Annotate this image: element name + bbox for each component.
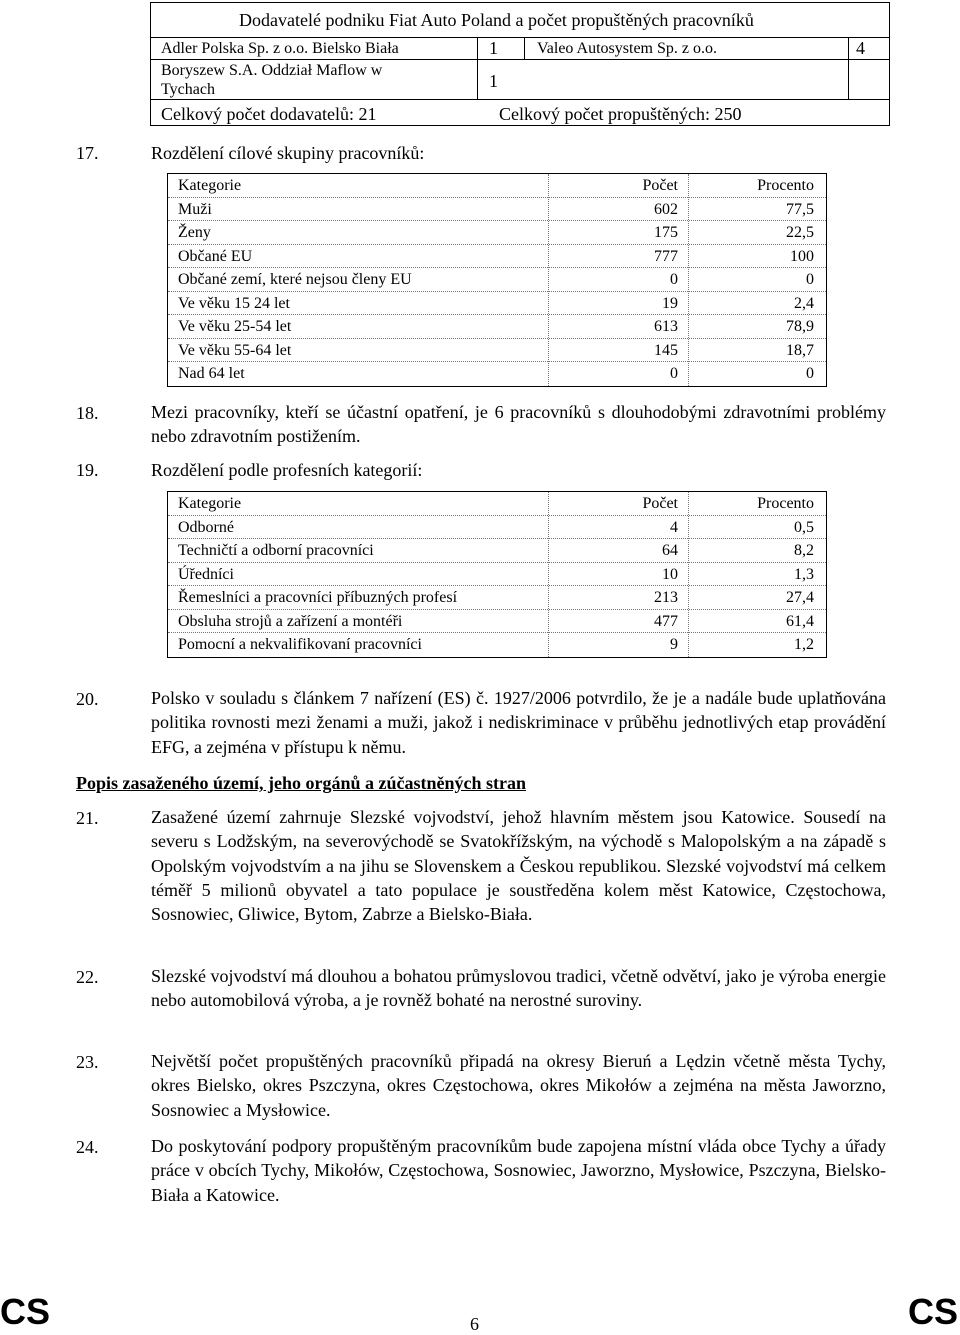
table-cell-count: 10 — [662, 565, 678, 583]
section-text: Polsko v souladu s článkem 7 nařízení (ES) č. 1927/2006 potvrdilo, že je a nadále bude uplatňována politika rovnosti mezi ženami a muži, jakož i nediskriminace v průběhu jednotlivých etap provádění EFG, a zejména v přístupu k němu. — [151, 688, 886, 757]
section-text: Největší počet propuštěných pracovníků připadá na okresy Bieruń a Lędzin včetně města Tychy, okres Bielsko, okres Pszczyna, okres Częstochowa, okres Mikołów a zejména na města Jaworzno, Sosnowiec a Mysłowice. — [151, 1051, 886, 1120]
supplier-name: Boryszew S.A. Oddział Maflow w — [161, 62, 383, 79]
table-row — [168, 610, 826, 634]
section-number: 24. — [76, 1137, 99, 1157]
supplier-table-title: Dodavatelé podniku Fiat Auto Poland a počet propuštěných pracovníků — [239, 10, 754, 30]
section-title: Rozdělení podle profesních kategorií: — [151, 460, 423, 480]
table-cell-count: 175 — [654, 224, 678, 241]
table-cell-percent: 0,5 — [794, 518, 814, 536]
table-cell-category: Řemeslníci a pracovníci příbuzných profesí — [178, 589, 458, 606]
table-row — [168, 221, 826, 245]
table-cell-count: 602 — [654, 200, 678, 218]
table-row — [168, 586, 826, 610]
supplier-count: 1 — [489, 71, 498, 91]
section-heading: Popis zasaženého území, jeho orgánů a zúčastněných stran — [76, 773, 526, 793]
table-cell-category: Úředníci — [178, 565, 234, 583]
table-cell-count: Počet — [642, 495, 678, 512]
table-cell-category: Ve věku 15 24 let — [178, 294, 290, 312]
section-title: Rozdělení cílové skupiny pracovníků: — [151, 143, 425, 163]
table-cell-percent: 8,2 — [794, 542, 814, 559]
table-cell-percent: 0 — [806, 365, 814, 382]
table-cell-count: 613 — [654, 318, 678, 335]
table-cell-count: 19 — [662, 294, 678, 312]
table-row — [168, 198, 826, 222]
table-cell-percent: 1,3 — [794, 565, 814, 583]
table-cell-category: Kategorie — [178, 495, 242, 512]
table-cell-percent: 1,2 — [794, 636, 814, 653]
supplier-table — [150, 2, 890, 126]
supplier-name: Valeo Autosystem Sp. z o.o. — [537, 40, 717, 57]
section-number: 22. — [76, 967, 99, 987]
table-cell-count: 145 — [654, 341, 678, 359]
supplier-count: 4 — [856, 38, 865, 58]
profession-table — [167, 491, 827, 658]
section-number: 20. — [76, 689, 99, 709]
table-cell-category: Techničtí a odborní pracovníci — [178, 542, 374, 559]
table-header-row — [168, 492, 826, 516]
table-cell-percent: 27,4 — [786, 589, 814, 606]
table-cell-count: 213 — [654, 589, 678, 606]
table-cell-count: Počet — [642, 177, 678, 194]
table-cell-category: Občané zemí, které nejsou členy EU — [178, 271, 412, 288]
table-cell-category: Ve věku 25-54 let — [178, 318, 292, 335]
table-row — [168, 292, 826, 316]
table-cell-count: 0 — [670, 365, 678, 382]
total-suppliers: Celkový počet dodavatelů: 21 — [161, 104, 377, 124]
section-text: Mezi pracovníky, kteří se účastní opatření, je 6 pracovníků s dlouhodobými zdravotními problémy nebo zdravotním postižením. — [151, 402, 886, 447]
table-cell-percent: 61,4 — [786, 612, 814, 630]
table-cell-percent: 100 — [790, 247, 814, 265]
supplier-name-cont: Tychach — [161, 81, 215, 98]
table-cell-percent: 22,5 — [786, 224, 814, 241]
section-number: 17. — [76, 143, 99, 163]
table-row — [168, 539, 826, 563]
table-row — [168, 315, 826, 339]
table-cell-category: Pomocní a nekvalifikovaní pracovníci — [178, 636, 422, 653]
table-cell-count: 0 — [670, 271, 678, 288]
table-cell-count: 64 — [662, 542, 678, 559]
section-text: Slezské vojvodství má dlouhou a bohatou průmyslovou tradici, včetně odvětví, jako je výroba energie nebo automobilová výroba, a je rovněž bohaté na nerostné suroviny. — [151, 966, 886, 1011]
table-cell-category: Nad 64 let — [178, 365, 245, 382]
table-cell-count: 4 — [670, 518, 678, 536]
section-number: 19. — [76, 460, 99, 480]
table-cell-category: Odborné — [178, 518, 234, 536]
section-number: 23. — [76, 1052, 99, 1072]
table-row — [168, 245, 826, 269]
section-text: Do poskytování podpory propuštěným pracovníkům bude zapojena místní vláda obce Tychy a úřady práce v obcích Tychy, Mikołów, Częstochowa, Sosnowiec, Jaworzno, Mysłowice, Pszczyna, Bielsko-Biała a Katowice. — [151, 1136, 886, 1205]
table-row — [168, 563, 826, 587]
table-cell-percent: 0 — [806, 271, 814, 288]
table-cell-percent: 2,4 — [794, 294, 814, 312]
table-cell-percent: 78,9 — [786, 318, 814, 335]
table-row — [168, 633, 826, 657]
total-dismissed: Celkový počet propuštěných: 250 — [499, 104, 742, 124]
target-group-table — [167, 173, 827, 387]
table-cell-percent: 18,7 — [786, 341, 814, 359]
page-number: 6 — [470, 1314, 479, 1334]
table-cell-category: Obsluha strojů a zařízení a montéři — [178, 612, 403, 630]
table-row — [168, 339, 826, 363]
table-cell-category: Muži — [178, 200, 212, 218]
table-cell-percent: Procento — [757, 495, 814, 512]
table-cell-percent: Procento — [757, 177, 814, 194]
section-number: 18. — [76, 403, 99, 423]
section-text: Zasažené území zahrnuje Slezské vojvodství, jehož hlavním městem jsou Katowice. Sousedí na severu s Lodžským, na severovýchodě se Svatokřížským, na východě s Malopolským a na západě s Opolským vojvodstvím a na jihu se Slovenskem a Českou republikou. Slezské vojvodství má celkem téměř 5 milionů obyvatel a tato populace je soustředěna kolem měst Katowice, Częstochowa, Sosnowiec, Gliwice, Bytom, Zabrze a Bielsko-Biała. — [151, 807, 886, 925]
table-row — [168, 268, 826, 292]
table-cell-category: Občané EU — [178, 247, 253, 265]
table-cell-percent: 77,5 — [786, 200, 814, 218]
table-cell-count: 777 — [654, 247, 678, 265]
table-cell-category: Ženy — [178, 224, 211, 241]
table-cell-count: 477 — [654, 612, 678, 630]
table-header-row — [168, 174, 826, 198]
supplier-name: Adler Polska Sp. z o.o. Bielsko Biała — [161, 40, 399, 57]
table-row — [168, 516, 826, 540]
section-number: 21. — [76, 808, 99, 828]
table-cell-count: 9 — [670, 636, 678, 653]
supplier-count: 1 — [489, 38, 498, 58]
language-code-right: CS — [907, 1291, 958, 1332]
language-code-left: CS — [0, 1291, 51, 1332]
table-cell-category: Kategorie — [178, 177, 242, 194]
table-cell-category: Ve věku 55-64 let — [178, 341, 292, 359]
table-row — [168, 362, 826, 386]
